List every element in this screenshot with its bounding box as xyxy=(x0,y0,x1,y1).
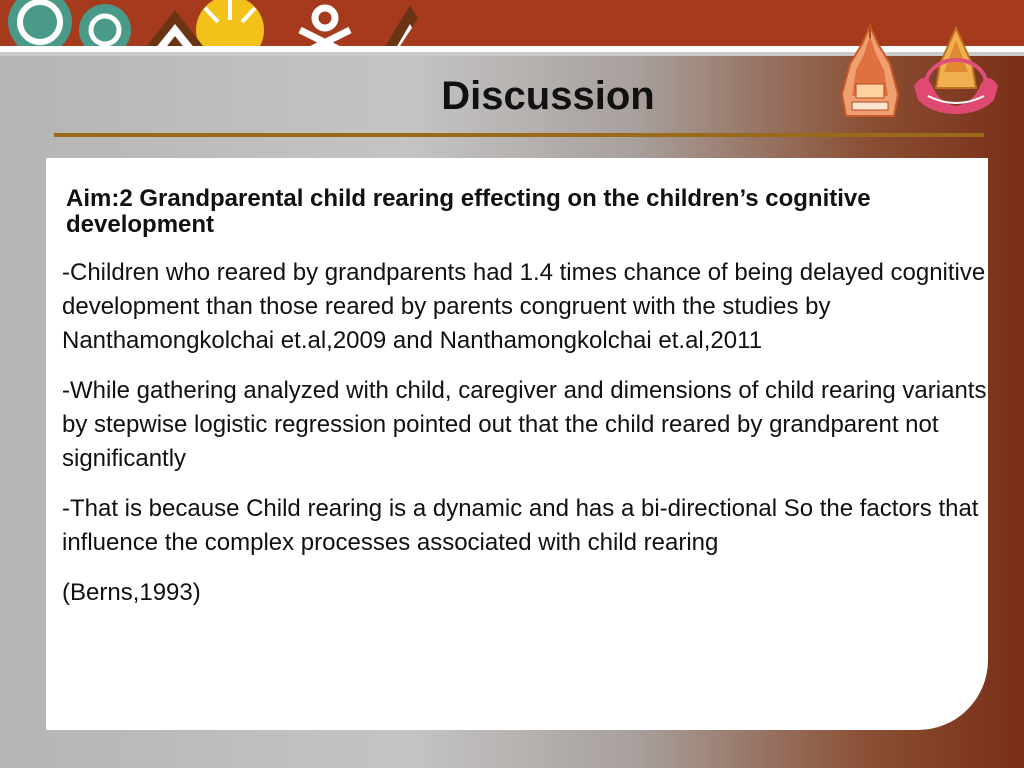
paragraph-stepwise-regression: -While gathering analyzed with child, caregiver and dimensions of child rearing variants by stepwise logistic regression pointed out that the child reared by grandparent not significantly xyxy=(62,377,987,472)
citation-berns: (Berns,1993) xyxy=(62,579,201,606)
paragraph-children-reared: -Children who reared by grandparents had 1.4 times chance of being delayed cognitive development than those reared by parents congruent with the studies by Nanthamongkolchai et.al,2009 and Nanthamongkolchai et.al,2011 xyxy=(62,259,986,354)
temple-emblem-icon xyxy=(838,24,902,122)
title-underline xyxy=(54,133,984,137)
paragraph-dynamic-rearing: -That is because Child rearing is a dynamic and has a bi-directional So the factors that influence the complex processes associated with child rearing xyxy=(62,495,979,556)
aim-heading: Aim:2 Grandparental child rearing effecting on the children’s cognitive development xyxy=(66,185,871,238)
university-seal-icon xyxy=(910,26,1002,116)
slide-title: Discussion xyxy=(441,74,655,118)
body-text xyxy=(62,256,992,626)
content-panel xyxy=(46,158,988,730)
